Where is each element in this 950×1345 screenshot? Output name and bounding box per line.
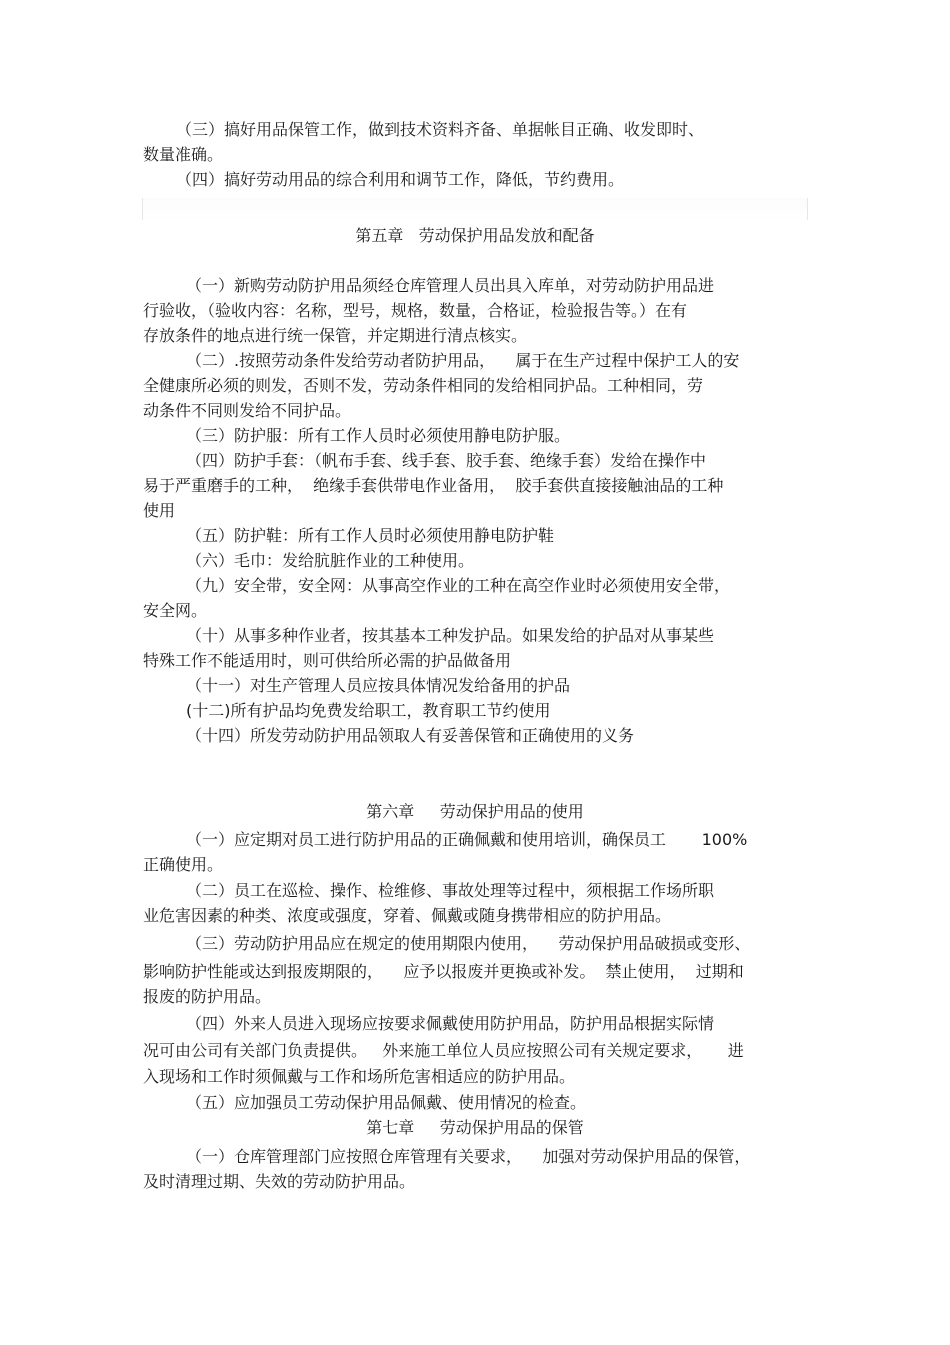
paragraph-line: 入现场和工作时须佩戴与工作和场所危害相适应的防护用品。 [143,1067,576,1086]
paragraph-line: （二）.按照劳动条件发给劳动者防护用品， 属于在生产过程中保护工人的安 [186,351,740,370]
paragraph-line: 数量准确。 [143,145,224,164]
paragraph-line: （四）防护手套：（帆布手套、线手套、胶手套、绝缘手套）发给在操作中 [186,451,707,470]
paragraph-line: （十一）对生产管理人员应按具体情况发给备用的护品 [186,676,571,695]
paragraph-line: （十）从事多种作业者，按其基本工种发护品。如果发给的护品对从事某些 [186,626,715,645]
paragraph-line: 易于严重磨手的工种， 绝缘手套供带电作业备用， 胶手套供直接接触油品的工种 [143,476,724,495]
paragraph-line: (十二)所有护品均免费发给职工，教育职工节约使用 [186,701,551,720]
paragraph-line: 及时清理过期、失效的劳动防护用品。 [143,1172,416,1191]
paragraph-line: （三）劳动防护用品应在规定的使用期限内使用， 劳动保护用品破损或变形、 [186,934,751,953]
paragraph-line: 动条件不同则发给不同护品。 [143,401,352,420]
paragraph-line: （二）员工在巡检、操作、检维修、事故处理等过程中，须根据工作场所职 [186,881,715,900]
paragraph-line: （四）搞好劳动用品的综合利用和调节工作，降低，节约费用。 [176,170,625,189]
paragraph-line: 况可由公司有关部门负责提供。 外来施工单位人员应按照公司有关规定要求， 进 [143,1041,744,1060]
chapter-5-title: 第五章 劳动保护用品发放和配备 [355,226,595,245]
paragraph-line: （九）安全带，安全网：从事高空作业的工种在高空作业时必须使用安全带， [186,576,731,595]
paragraph-line: （十四）所发劳动防护用品领取人有妥善保管和正确使用的义务 [186,726,635,745]
paragraph-line: （五）应加强员工劳动保护用品佩戴、使用情况的检查。 [186,1093,587,1112]
chapter-6-title: 第六章 劳动保护用品的使用 [366,802,584,821]
paragraph-line: （五）防护鞋：所有工作人员时必须使用静电防护鞋 [186,526,555,545]
paragraph-line: 存放条件的地点进行统一保管，并定期进行清点核实。 [143,326,528,345]
paragraph-line: （三）搞好用品保管工作，做到技术资料齐备、单据帐目正确、收发即时、 [176,120,705,139]
paragraph-line: （一）应定期对员工进行防护用品的正确佩戴和使用培训，确保员工 100% [186,830,748,849]
paragraph-line: 特殊工作不能适用时，则可供给所必需的护品做备用 [143,651,512,670]
paragraph-line: 正确使用。 [143,855,224,874]
paragraph-line: （三）防护服：所有工作人员时必须使用静电防护服。 [186,426,571,445]
paragraph-line: （六）毛巾：发给肮脏作业的工种使用。 [186,551,475,570]
paragraph-line: 报废的防护用品。 [143,987,272,1006]
paragraph-line: （四）外来人员进入现场应按要求佩戴使用防护用品，防护用品根据实际情 [186,1014,715,1033]
paragraph-line: 行验收，（验收内容：名称，型号，规格，数量，合格证，检验报告等。）在有 [143,301,688,320]
paragraph-line: 影响防护性能或达到报废期限的， 应予以报废并更换或补发。 禁止使用， 过期和 [143,962,744,981]
paragraph-line: 全健康所必须的则发，否则不发，劳动条件相同的发给相同护品。工种相同，劳 [143,376,704,395]
paragraph-line: （一）新购劳动防护用品须经仓库管理人员出具入库单，对劳动防护用品进 [186,276,715,295]
paragraph-line: 使用 [143,501,176,520]
chapter-7-title: 第七章 劳动保护用品的保管 [366,1118,584,1137]
paragraph-line: 安全网。 [143,601,208,620]
paragraph-line: 业危害因素的种类、浓度或强度，穿着、佩戴或随身携带相应的防护用品。 [143,906,672,925]
paragraph-line: （一）仓库管理部门应按照仓库管理有关要求， 加强对劳动保护用品的保管， [186,1147,751,1166]
page-divider [142,198,808,220]
